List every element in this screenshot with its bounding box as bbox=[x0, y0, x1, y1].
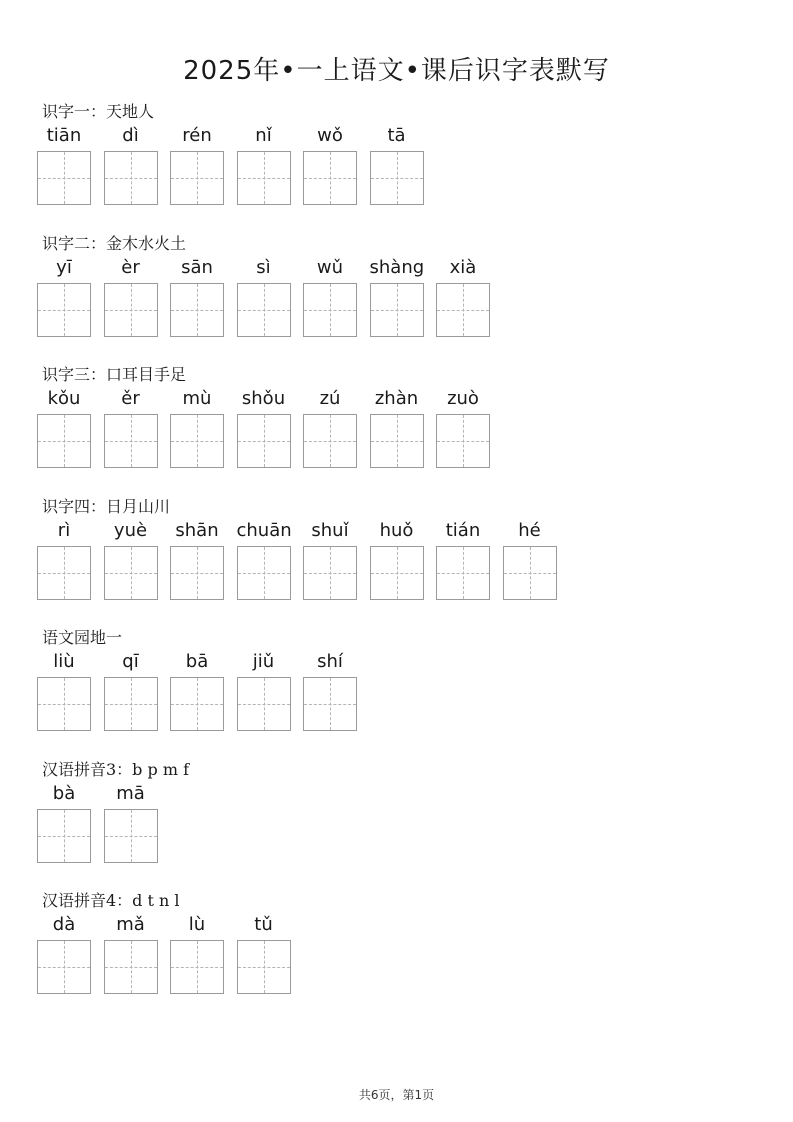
grid-guide-vertical bbox=[264, 547, 265, 599]
pinyin-label: yī bbox=[56, 256, 72, 278]
section bbox=[0, 99, 793, 231]
pinyin-label: mǎ bbox=[116, 914, 145, 935]
pinyin-label: zuò bbox=[447, 388, 479, 409]
grid-guide-vertical bbox=[197, 941, 198, 993]
pinyin-label: zú bbox=[319, 388, 341, 409]
tianzige-writing-box[interactable] bbox=[303, 283, 357, 337]
tianzige-writing-box[interactable] bbox=[237, 414, 291, 468]
grid-guide-vertical bbox=[330, 678, 331, 730]
pinyin-label: qī bbox=[122, 651, 139, 672]
tianzige-writing-box[interactable] bbox=[237, 151, 291, 205]
grid-guide-vertical bbox=[397, 152, 398, 204]
pinyin-row bbox=[37, 914, 777, 938]
tianzige-writing-box[interactable] bbox=[503, 546, 557, 600]
grid-guide-vertical bbox=[397, 415, 398, 467]
pinyin-row bbox=[37, 520, 777, 544]
pinyin-label: rén bbox=[182, 125, 212, 146]
section bbox=[0, 625, 793, 757]
grid-guide-vertical bbox=[131, 678, 132, 730]
grid-guide-vertical bbox=[264, 152, 265, 204]
section-label: 识字四：日月山川 bbox=[42, 496, 171, 516]
grid-guide-vertical bbox=[64, 547, 65, 599]
grid-guide-vertical bbox=[64, 284, 65, 336]
grid-guide-vertical bbox=[131, 941, 132, 993]
tianzige-writing-box[interactable] bbox=[370, 151, 424, 205]
tianzige-writing-box[interactable] bbox=[170, 677, 224, 731]
tianzige-writing-box[interactable] bbox=[303, 546, 357, 600]
pinyin-label: bā bbox=[185, 651, 209, 672]
tianzige-writing-box[interactable] bbox=[170, 151, 224, 205]
grid-guide-vertical bbox=[197, 415, 198, 467]
grid-guide-vertical bbox=[197, 284, 198, 336]
grid-guide-vertical bbox=[131, 284, 132, 336]
pinyin-label: wǒ bbox=[317, 125, 343, 146]
tianzige-writing-box[interactable] bbox=[237, 940, 291, 994]
section bbox=[0, 494, 793, 626]
grid-guide-vertical bbox=[64, 415, 65, 467]
pinyin-label: huǒ bbox=[379, 519, 414, 541]
tianzige-writing-box[interactable] bbox=[37, 151, 91, 205]
pinyin-label: èr bbox=[121, 256, 140, 278]
grid-guide-vertical bbox=[197, 152, 198, 204]
section bbox=[0, 231, 793, 363]
tianzige-writing-box[interactable] bbox=[436, 546, 490, 600]
pinyin-label: dà bbox=[52, 914, 76, 935]
tianzige-writing-box[interactable] bbox=[170, 546, 224, 600]
pinyin-label: lù bbox=[188, 914, 206, 935]
tianzige-writing-box[interactable] bbox=[237, 677, 291, 731]
pinyin-label: xià bbox=[449, 256, 477, 278]
grid-guide-vertical bbox=[131, 415, 132, 467]
section bbox=[0, 757, 793, 889]
page-footer: 共6页，第1页 bbox=[358, 1088, 435, 1102]
grid-guide-vertical bbox=[463, 284, 464, 336]
grid-guide-vertical bbox=[397, 547, 398, 599]
section bbox=[0, 888, 793, 1020]
tianzige-writing-box[interactable] bbox=[303, 677, 357, 731]
grid-guide-vertical bbox=[264, 678, 265, 730]
section-label: 识字二：金木水火土 bbox=[42, 233, 187, 253]
writing-box-row bbox=[37, 809, 777, 865]
writing-box-row bbox=[37, 151, 777, 207]
pinyin-row bbox=[37, 783, 777, 807]
grid-guide-vertical bbox=[463, 547, 464, 599]
pinyin-row bbox=[37, 651, 777, 675]
pinyin-label: mā bbox=[116, 782, 145, 804]
pinyin-label: nǐ bbox=[255, 125, 272, 146]
pinyin-row bbox=[37, 257, 777, 281]
pinyin-label: hé bbox=[518, 519, 541, 541]
grid-guide-vertical bbox=[64, 941, 65, 993]
tianzige-writing-box[interactable] bbox=[104, 151, 158, 205]
grid-guide-vertical bbox=[264, 415, 265, 467]
pinyin-label: tián bbox=[445, 519, 481, 541]
grid-guide-vertical bbox=[197, 547, 198, 599]
section-label: 汉语拼音4：d t n l bbox=[42, 891, 180, 910]
grid-guide-vertical bbox=[131, 810, 132, 862]
pinyin-row bbox=[37, 125, 777, 149]
pinyin-label: sān bbox=[181, 256, 213, 278]
pinyin-label: kǒu bbox=[47, 388, 81, 409]
grid-guide-vertical bbox=[131, 547, 132, 599]
tianzige-writing-box[interactable] bbox=[303, 151, 357, 205]
tianzige-writing-box[interactable] bbox=[104, 546, 158, 600]
pinyin-label: dì bbox=[122, 125, 139, 146]
tianzige-writing-box[interactable] bbox=[170, 283, 224, 337]
pinyin-label: liù bbox=[53, 651, 75, 672]
tianzige-writing-box[interactable] bbox=[370, 283, 424, 337]
grid-guide-vertical bbox=[64, 678, 65, 730]
tianzige-writing-box[interactable] bbox=[37, 414, 91, 468]
grid-guide-vertical bbox=[197, 678, 198, 730]
writing-box-row bbox=[37, 940, 777, 996]
pinyin-label: sì bbox=[256, 256, 271, 278]
tianzige-writing-box[interactable] bbox=[104, 809, 158, 863]
writing-box-row bbox=[37, 546, 777, 602]
grid-guide-vertical bbox=[330, 152, 331, 204]
grid-guide-vertical bbox=[330, 547, 331, 599]
pinyin-label: wǔ bbox=[316, 256, 344, 278]
pinyin-label: mù bbox=[182, 388, 212, 409]
tianzige-writing-box[interactable] bbox=[104, 283, 158, 337]
tianzige-writing-box[interactable] bbox=[104, 940, 158, 994]
pinyin-label: bà bbox=[52, 782, 76, 804]
pinyin-label: zhàn bbox=[374, 388, 419, 409]
tianzige-writing-box[interactable] bbox=[104, 677, 158, 731]
tianzige-writing-box[interactable] bbox=[170, 940, 224, 994]
tianzige-writing-box[interactable] bbox=[37, 809, 91, 863]
pinyin-label: yuè bbox=[113, 519, 148, 541]
tianzige-writing-box[interactable] bbox=[370, 546, 424, 600]
grid-guide-vertical bbox=[264, 284, 265, 336]
pinyin-label: shǒu bbox=[241, 388, 286, 409]
writing-box-row bbox=[37, 283, 777, 339]
section-label: 语文园地一 bbox=[42, 628, 123, 647]
pinyin-label: shuǐ bbox=[311, 519, 349, 541]
pinyin-label: shàng bbox=[369, 256, 425, 278]
pinyin-label: chuān bbox=[236, 519, 292, 541]
pinyin-label: shí bbox=[317, 651, 343, 672]
grid-guide-vertical bbox=[264, 941, 265, 993]
pinyin-label: tǔ bbox=[254, 914, 273, 935]
grid-guide-vertical bbox=[397, 284, 398, 336]
pinyin-label: ěr bbox=[121, 388, 140, 409]
tianzige-writing-box[interactable] bbox=[237, 546, 291, 600]
writing-box-row bbox=[37, 414, 777, 470]
pinyin-label: shān bbox=[175, 519, 219, 541]
tianzige-writing-box[interactable] bbox=[303, 414, 357, 468]
tianzige-writing-box[interactable] bbox=[37, 677, 91, 731]
pinyin-label: rì bbox=[57, 519, 71, 541]
grid-guide-vertical bbox=[64, 810, 65, 862]
tianzige-writing-box[interactable] bbox=[170, 414, 224, 468]
grid-guide-vertical bbox=[330, 284, 331, 336]
pinyin-label: jiǔ bbox=[252, 651, 275, 672]
section-label: 识字三：口耳目手足 bbox=[42, 365, 187, 384]
tianzige-writing-box[interactable] bbox=[104, 414, 158, 468]
tianzige-writing-box[interactable] bbox=[37, 546, 91, 600]
grid-guide-vertical bbox=[64, 152, 65, 204]
page-title: 2025年•一上语文•课后识字表默写 bbox=[183, 56, 610, 86]
tianzige-writing-box[interactable] bbox=[436, 414, 490, 468]
section-label: 识字一：天地人 bbox=[42, 102, 155, 121]
tianzige-writing-box[interactable] bbox=[37, 940, 91, 994]
tianzige-writing-box[interactable] bbox=[37, 283, 91, 337]
pinyin-label: tiān bbox=[46, 125, 82, 146]
grid-guide-vertical bbox=[131, 152, 132, 204]
tianzige-writing-box[interactable] bbox=[237, 283, 291, 337]
grid-guide-vertical bbox=[463, 415, 464, 467]
pinyin-label: tā bbox=[387, 125, 406, 146]
tianzige-writing-box[interactable] bbox=[436, 283, 490, 337]
section bbox=[0, 362, 793, 494]
pinyin-row bbox=[37, 388, 777, 412]
grid-guide-vertical bbox=[530, 547, 531, 599]
section-label: 汉语拼音3：b p m f bbox=[42, 759, 190, 779]
tianzige-writing-box[interactable] bbox=[370, 414, 424, 468]
grid-guide-vertical bbox=[330, 415, 331, 467]
writing-box-row bbox=[37, 677, 777, 733]
